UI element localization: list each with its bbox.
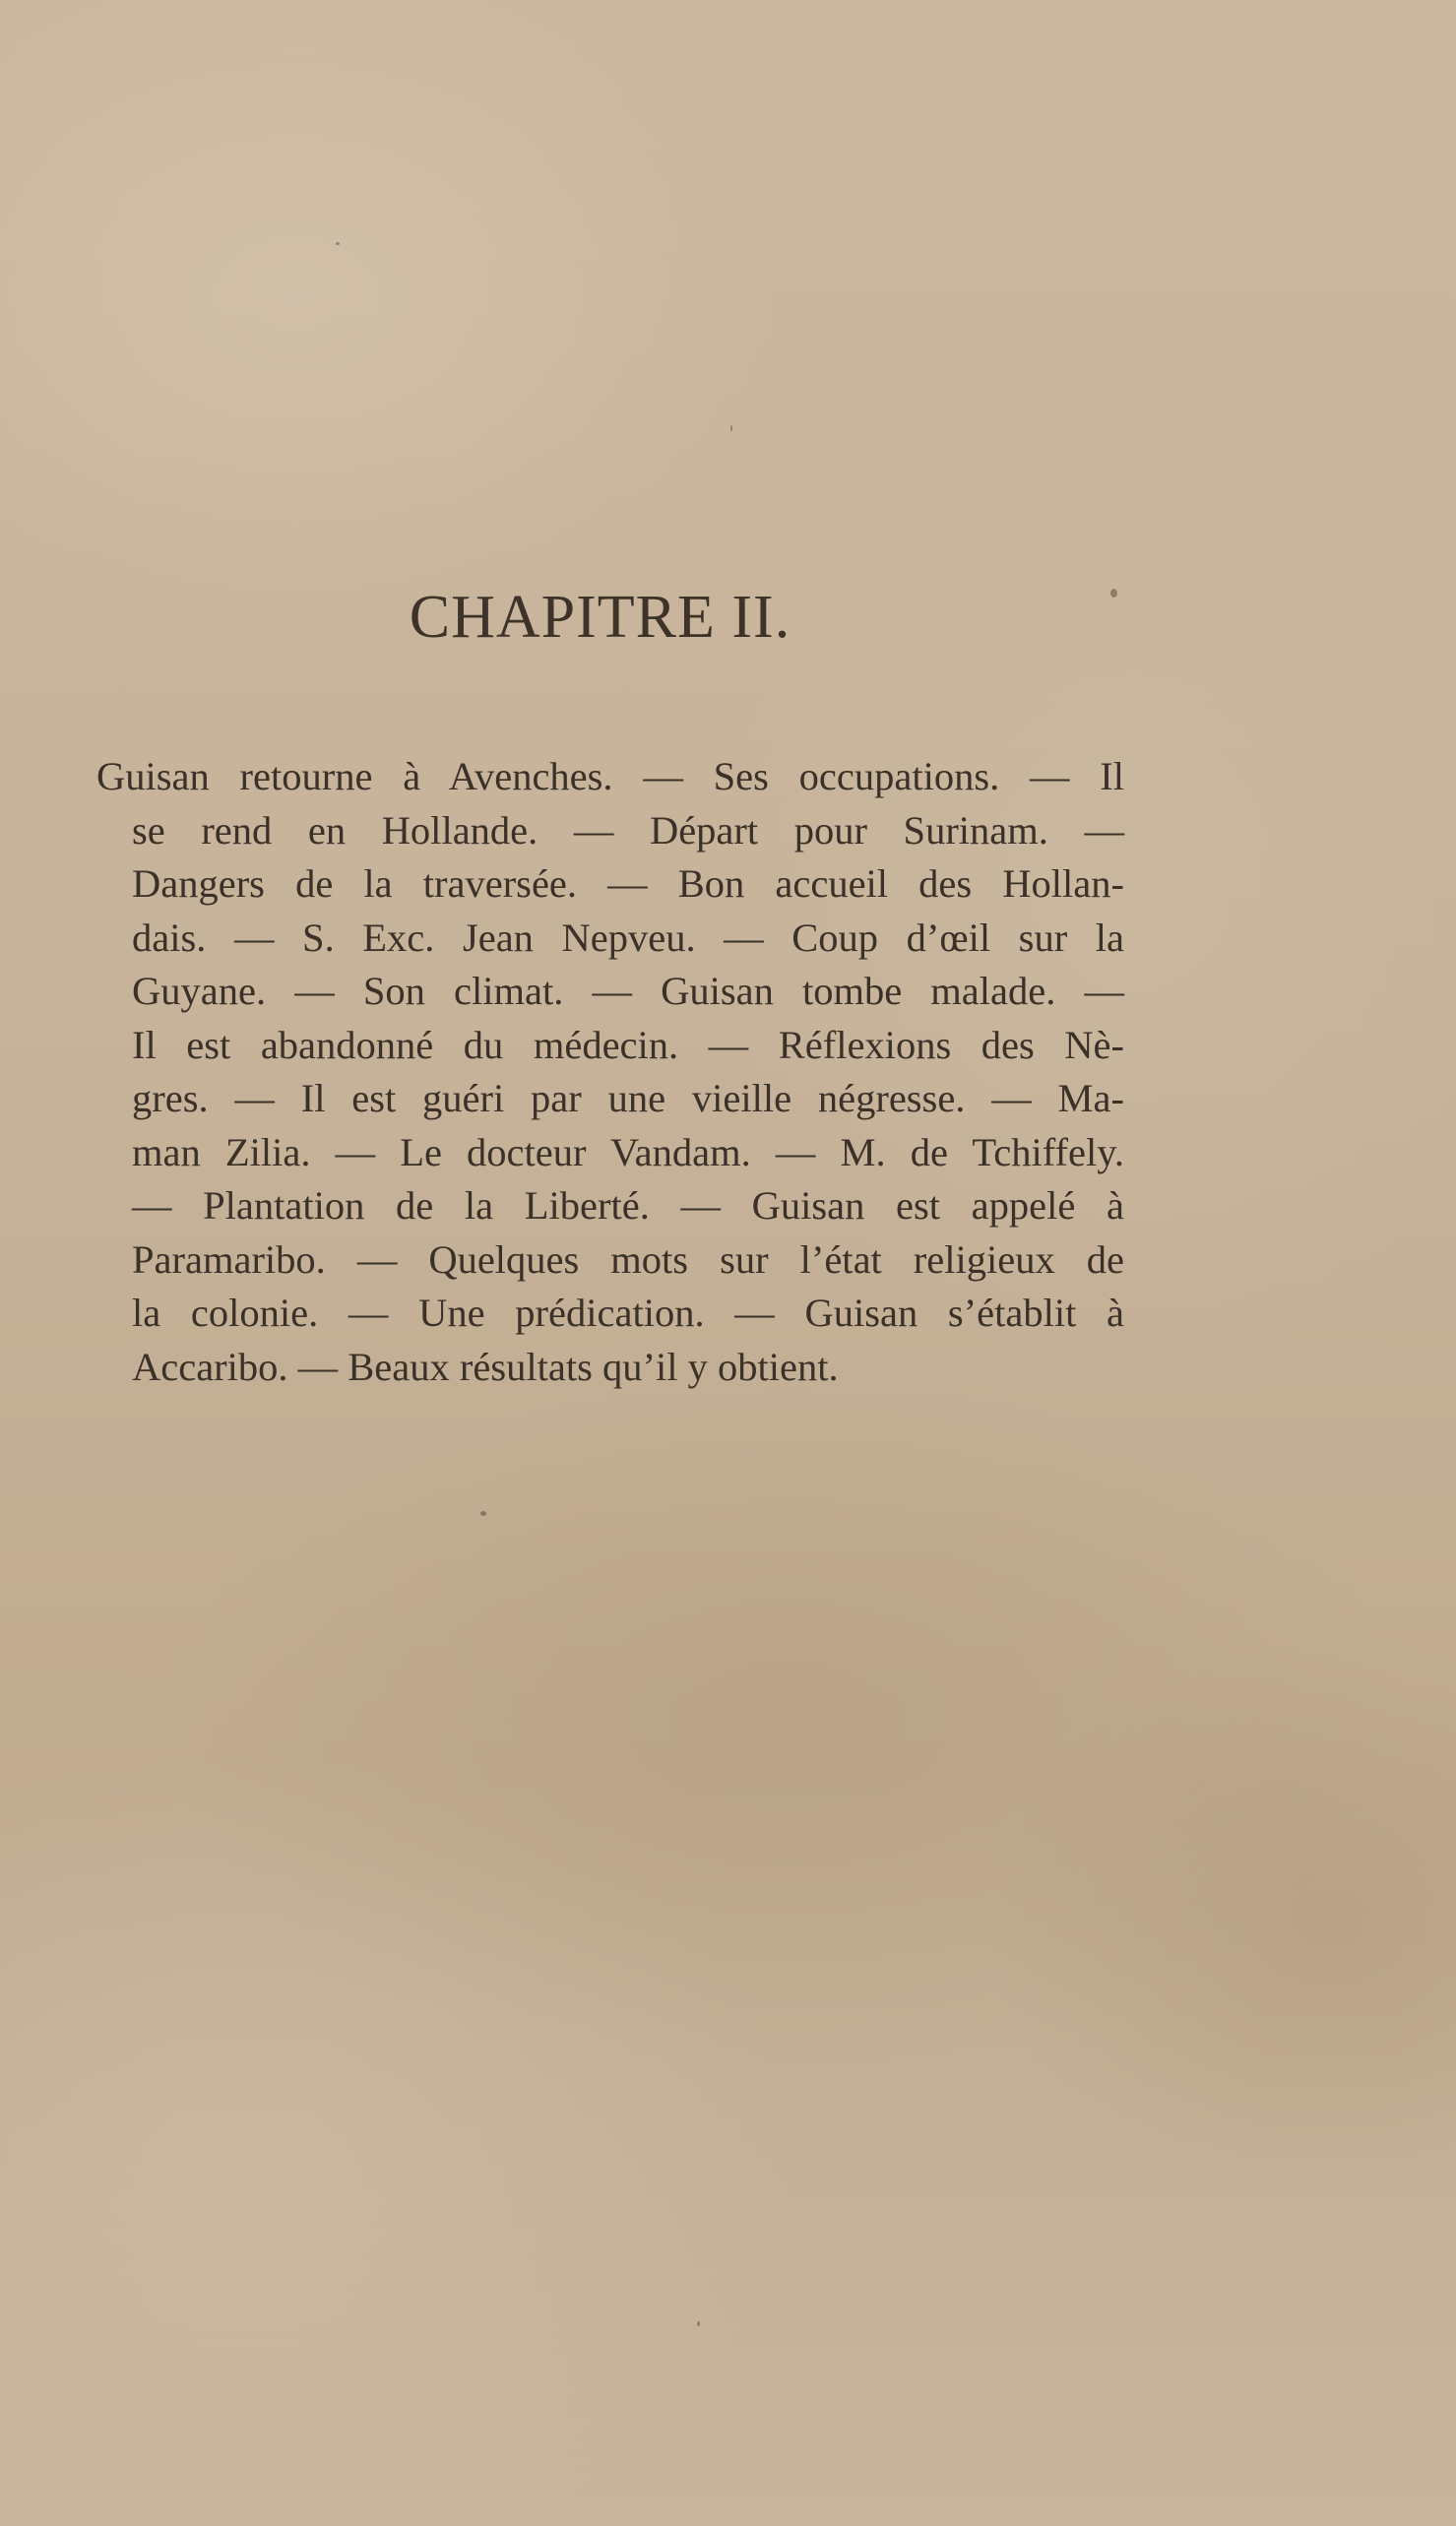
summary-line: Dangers de la traversée. — Bon accueil des Hollan-	[132, 861, 1124, 906]
paper-speck	[697, 2321, 700, 2326]
summary-line: se rend en Hollande. — Départ pour Surinam. —	[132, 807, 1124, 853]
chapter-title: CHAPITRE II.	[409, 584, 791, 651]
summary-line: — Plantation de la Liberté. — Guisan est appelé à	[132, 1183, 1124, 1228]
paper-speck	[730, 425, 732, 431]
summary-line: Il est abandonné du médecin. — Réflexions des Nè-	[132, 1022, 1124, 1067]
paper-speck	[336, 242, 340, 245]
summary-line: Guisan retourne à Avenches. — Ses occupations. — Il	[96, 754, 1124, 798]
summary-line: dais. — S. Exc. Jean Nepveu. — Coup d’œil sur la	[132, 915, 1124, 960]
paper-speck	[1110, 589, 1117, 598]
summary-line: Guyane. — Son climat. — Guisan tombe malade. —	[132, 969, 1124, 1013]
chapter-summary	[96, 750, 1124, 1394]
summary-line: la colonie. — Une prédication. — Guisan s’établit à	[132, 1291, 1124, 1335]
paper-speck	[480, 1511, 486, 1516]
summary-line: man Zilia. — Le docteur Vandam. — M. de Tchiffely.	[132, 1129, 1124, 1174]
summary-line: Accaribo. — Beaux résultats qu’il y obtient.	[132, 1344, 839, 1389]
summary-line: Paramaribo. — Quelques mots sur l’état religieux de	[132, 1236, 1124, 1282]
summary-line: gres. — Il est guéri par une vieille négresse. — Ma-	[132, 1076, 1124, 1120]
